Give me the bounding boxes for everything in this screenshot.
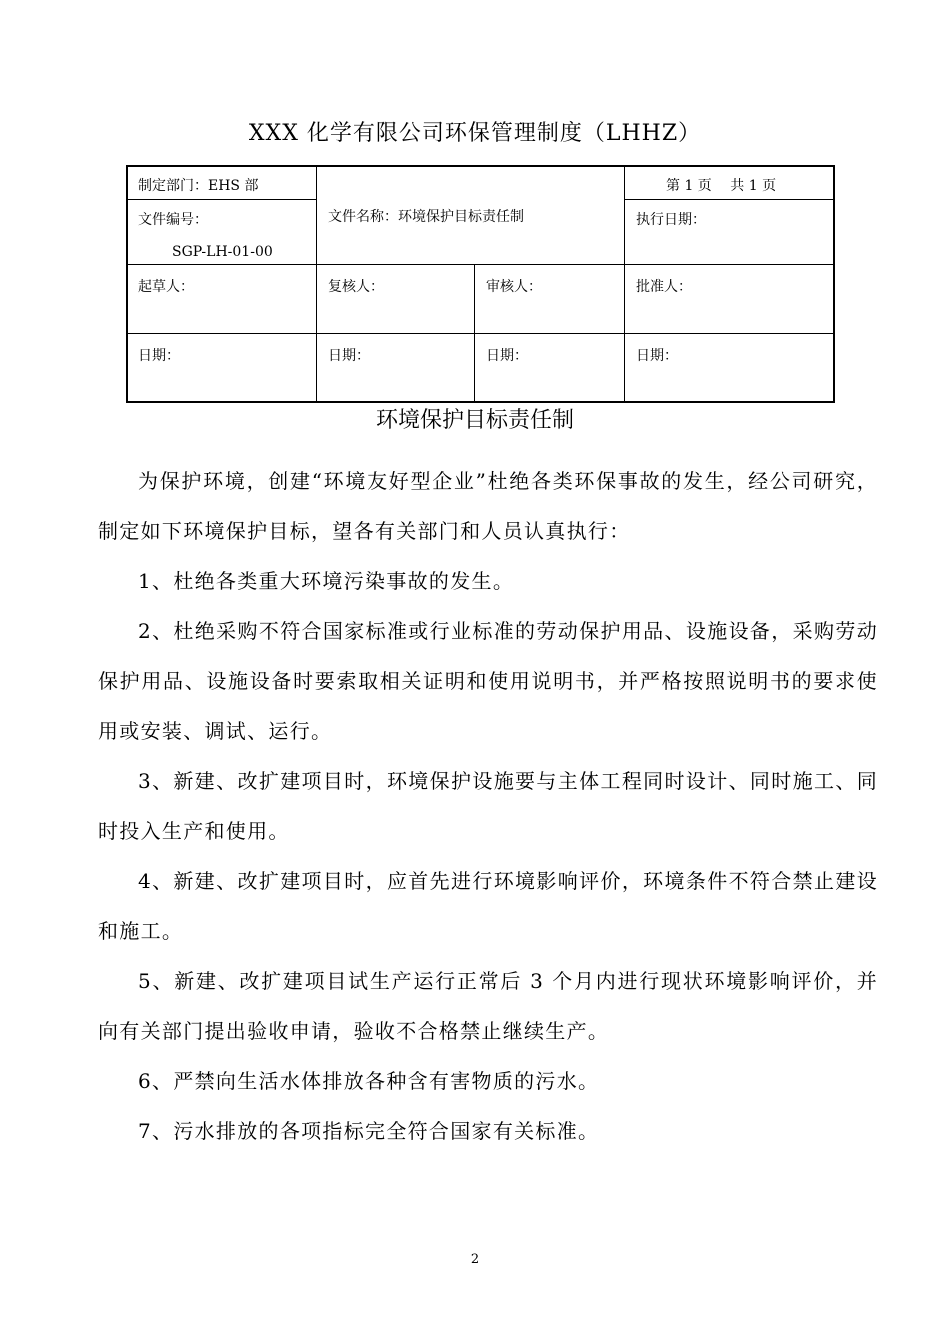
paragraph-intro: 为保护环境，创建“环境友好型企业”杜绝各类环保事故的发生，经公司研究，制定如下环境保护目标，望各有关部门和人员认真执行： bbox=[98, 469, 878, 543]
paragraph-item-1: 1、杜绝各类重大环境污染事故的发生。 bbox=[138, 569, 515, 593]
approver-cell: 批准人： bbox=[636, 279, 692, 295]
paragraph-item-5: 5、新建、改扩建项目试生产运行正常后 3 个月内进行现状环境影响评价，并向有关部门提出验收申请，验收不合格禁止继续生产。 bbox=[98, 969, 878, 1043]
page-number: 2 bbox=[470, 1252, 480, 1267]
reviewer-date-cell: 日期： bbox=[328, 348, 370, 364]
section-title: 环境保护目标责任制 bbox=[375, 408, 574, 433]
reviewer-cell: 复核人： bbox=[328, 279, 384, 295]
approver-date-cell: 日期： bbox=[636, 348, 678, 364]
paragraph-item-4: 4、新建、改扩建项目时，应首先进行环境影响评价，环境条件不符合禁止建设和施工。 bbox=[98, 869, 878, 943]
table-line-row3 bbox=[126, 333, 835, 334]
auditor-date-cell: 日期： bbox=[486, 348, 528, 364]
table-border-right bbox=[833, 165, 835, 403]
paragraph-item-3: 3、新建、改扩建项目时，环境保护设施要与主体工程同时设计、同时施工、同时投入生产和使用。 bbox=[98, 769, 878, 843]
exec-date-cell: 执行日期： bbox=[636, 212, 706, 228]
drafter-date-cell: 日期： bbox=[138, 348, 180, 364]
page-info-cell: 第 1 页 共 1 页 bbox=[666, 178, 777, 194]
paragraph-item-7: 7、污水排放的各项指标完全符合国家有关标准。 bbox=[138, 1119, 600, 1143]
body-text bbox=[98, 456, 878, 1156]
file-number-label: 文件编号： bbox=[138, 212, 208, 228]
file-number-value: SGP-LH-01-00 bbox=[172, 244, 273, 260]
paragraph-item-6: 6、严禁向生活水体排放各种含有害物质的污水。 bbox=[138, 1069, 600, 1093]
table-border-top bbox=[126, 165, 835, 167]
document-info-table bbox=[126, 165, 835, 403]
dept-cell: 制定部门：EHS 部 bbox=[138, 178, 259, 194]
table-line-row1-left bbox=[126, 199, 316, 200]
drafter-cell: 起草人： bbox=[138, 279, 194, 295]
document-title: XXX 化学有限公司环保管理制度（LHHZ） bbox=[248, 121, 702, 146]
paragraph-item-2: 2、杜绝采购不符合国家标准或行业标准的劳动保护用品、设施设备，采购劳动保护用品、设施设备时要索取相关证明和使用说明书，并严格按照说明书的要求使用或安装、调试、运行。 bbox=[98, 619, 878, 743]
file-name-cell: 文件名称：环境保护目标责任制 bbox=[328, 209, 524, 225]
table-line-row1-right bbox=[624, 199, 834, 200]
table-line-col2 bbox=[474, 264, 475, 403]
table-border-left bbox=[126, 165, 128, 403]
auditor-cell: 审核人： bbox=[486, 279, 542, 295]
table-line-col3 bbox=[624, 165, 625, 403]
table-line-col1 bbox=[316, 165, 317, 403]
table-line-row2 bbox=[126, 264, 835, 265]
